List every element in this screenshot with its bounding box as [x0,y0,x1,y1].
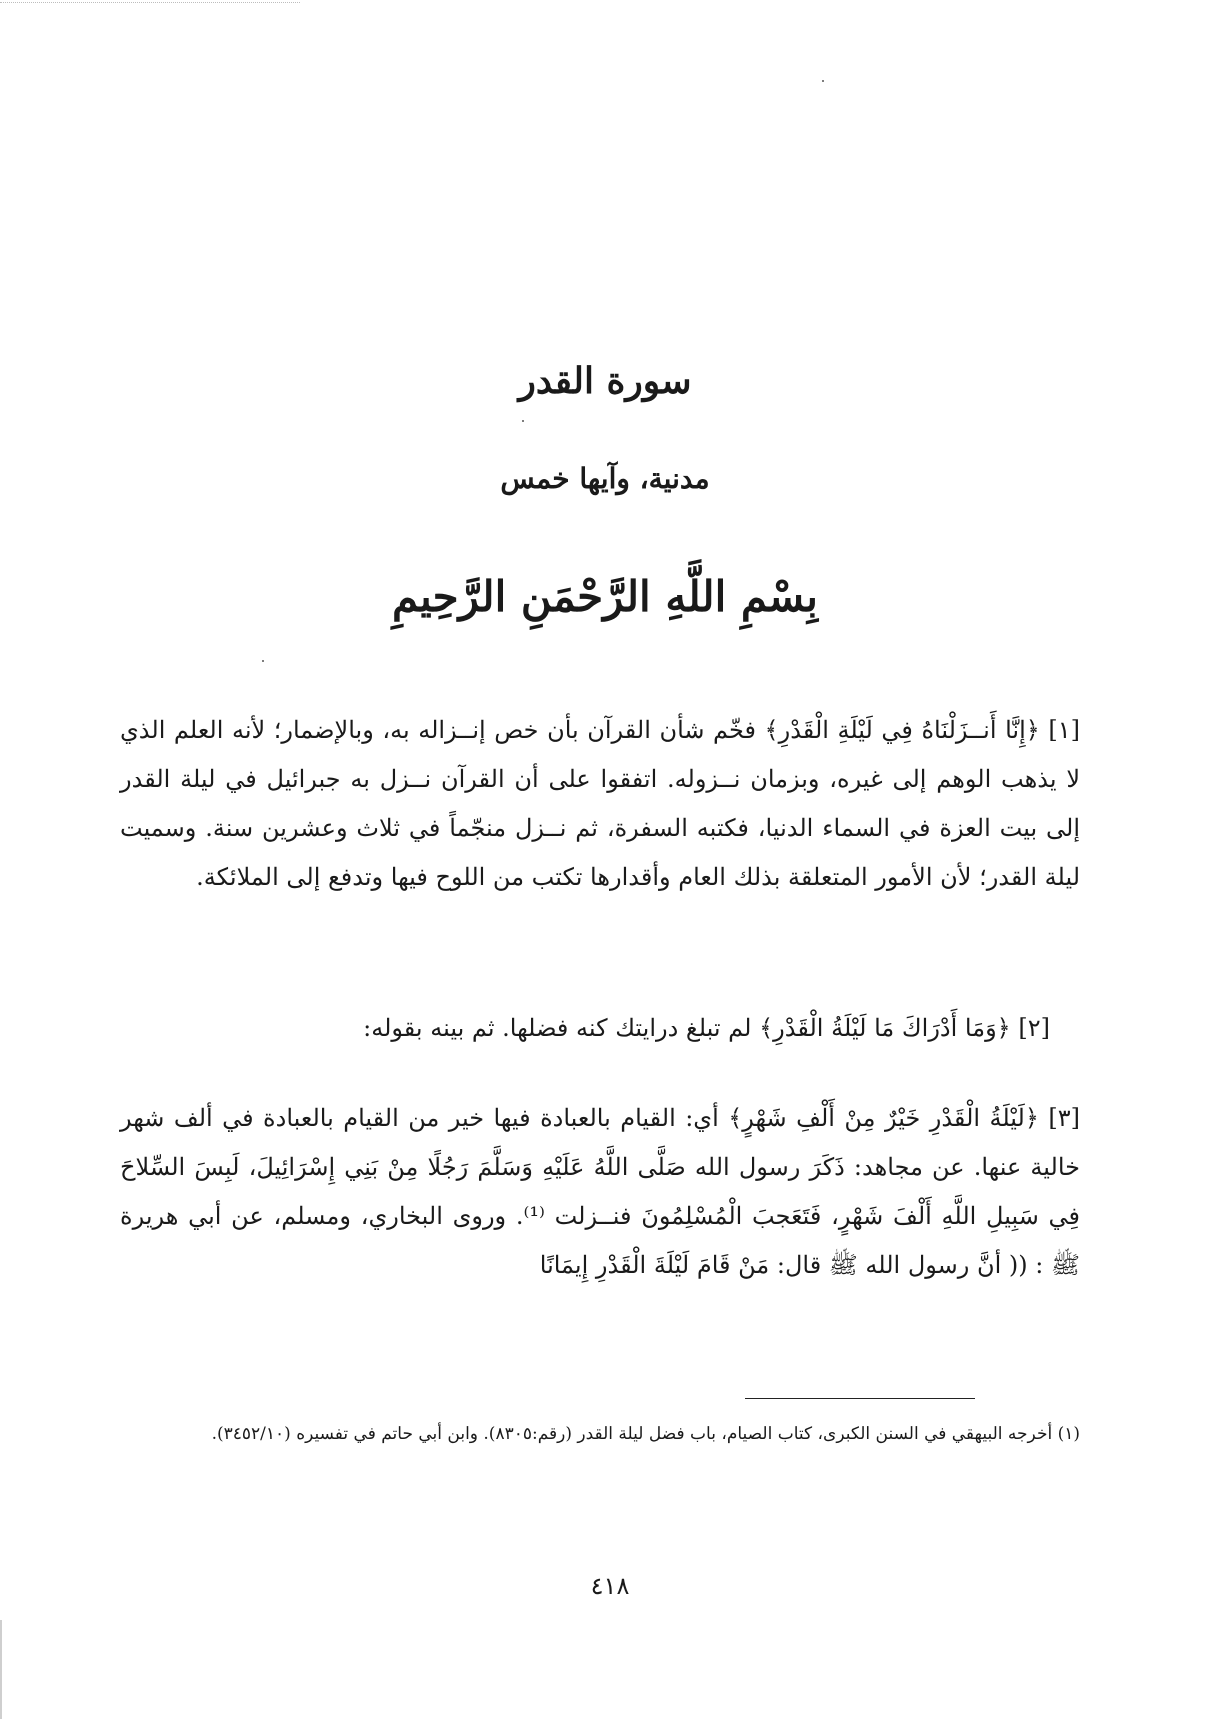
surah-title: سورة القدر [518,360,692,402]
scan-speck [522,420,524,422]
surah-subtitle: مدنية، وآيها خمس [500,462,710,495]
paragraph-verse-3: [٣] ﴿لَيْلَةُ الْقَدْرِ خَيْرٌ مِنْ أَلْفِ شَهْرٍ﴾ أي: القيام بالعبادة فيها خير من القيام بالعبادة في ألف شهر خالية عنها. عن مجاهد: ذَكَرَ رسول الله صَلَّى اللَّهُ عَلَيْهِ وَسَلَّمَ رَجُلًا مِنْ بَنِي إِسْرَائِيلَ، لَبِسَ السِّلاحَ فِي سَبِيلِ اللَّهِ أَلْفَ شَهْرٍ، فَتَعَجبَ الْمُسْلِمُونَ فنــزلت ⁽¹⁾. وروى البخاري، ومسلم، عن أبي هريرة ﷺ : (( أنَّ رسول الله ﷺ قال: مَنْ قَامَ لَيْلَةَ الْقَدْرِ إِيمَانًا [120,1104,1080,1279]
scan-speck [822,80,824,82]
basmala: بِسْمِ اللَّهِ الرَّحْمَنِ الرَّحِيمِ [392,572,818,621]
scan-edge-dots [0,2,300,3]
footnote: (١) أخرجه البيهقي في السنن الكبرى، كتاب الصيام، باب فضل ليلة القدر (رقم:٨٣٠٥). وابن أبي حاتم في تفسيره (٣٤٥٢/١٠). [211,1424,1080,1444]
paragraph-verse-1: [١] ﴿إِنَّا أَنــزَلْنَاهُ فِي لَيْلَةِ الْقَدْرِ﴾ فخّم شأن القرآن بأن خص إنــزاله به، وبالإضمار؛ لأنه العلم الذي لا يذهب الوهم إلى غيره، وبزمان نــزوله. اتفقوا على أن القرآن نــزل به جبرائيل في ليلة القدر إلى بيت العزة في السماء الدنيا، فكتبه السفرة، ثم نــزل منجّماً في ثلاث وعشرين سنة. وسميت ليلة القدر؛ لأن الأمور المتعلقة بذلك العام وأقدارها تكتب من اللوح فيها وتدفع إلى الملائكة. [120,716,1080,891]
scan-edge-shadow [0,1620,2,1719]
page-number: ٤١٨ [590,1572,630,1600]
footnote-divider [745,1398,975,1399]
scan-speck [262,660,264,662]
paragraph-verse-2: [٢] ﴿وَمَا أَدْرَاكَ مَا لَيْلَةُ الْقَدْرِ﴾ لم تبلغ درايتك كنه فضلها. ثم بينه بقوله: [363,1014,1050,1042]
